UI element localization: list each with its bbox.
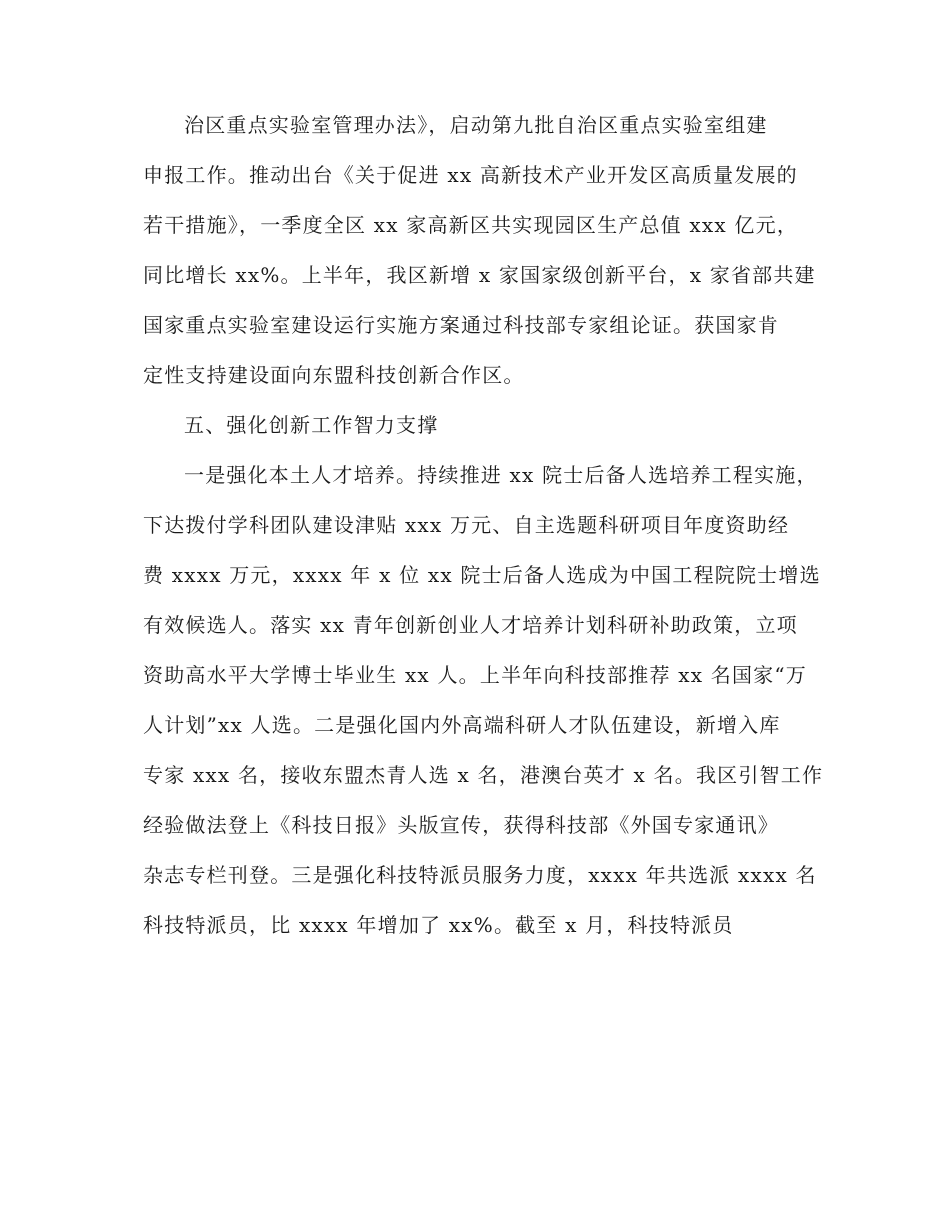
paragraph-line: 人计划”xx 人选。二是强化国内外高端科研人才队伍建设，新增入库 [143,713,781,737]
paragraph-line: 一是强化本土人才培养。持续推进 xx 院士后备人选培养工程实施， [184,463,818,487]
paragraph-line: 资助高水平大学博士毕业生 xx 人。上半年向科技部推荐 xx 名国家“万 [143,663,807,687]
paragraph-line: 杂志专栏刊登。三是强化科技特派员服务力度，xxxx 年共选派 xxxx 名 [143,863,817,887]
paragraph-line: 有效候选人。落实 xx 青年创新创业人才培养计划科研补助政策，立项 [143,613,798,637]
paragraph-line: 费 xxxx 万元，xxxx 年 x 位 xx 院士后备人选成为中国工程院院士增选 [143,563,821,587]
paragraph-line: 经验做法登上《科技日报》头版宣传，获得科技部《外国专家通讯》 [143,813,779,837]
paragraph-line: 专家 xxx 名，接收东盟杰青人选 x 名，港澳台英才 x 名。我区引智工作 [143,763,824,787]
section-heading: 五、强化创新工作智力支撑 [184,413,439,437]
paragraph-line: 若干措施》，一季度全区 xx 家高新区共实现园区生产总值 xxx 亿元， [143,213,799,237]
paragraph-line: 定性支持建设面向东盟科技创新合作区。 [143,363,525,387]
paragraph-line: 科技特派员，比 xxxx 年增加了 xx%。截至 x 月，科技特派员 [143,913,734,937]
paragraph-line: 申报工作。推动出台《关于促进 xx 高新技术产业开发区高质量发展的 [143,163,798,187]
paragraph-line: 同比增长 xx%。上半年，我区新增 x 家国家级创新平台，x 家省部共建 [143,263,816,287]
paragraph-line: 治区重点实验室管理办法》，启动第九批自治区重点实验室组建 [184,113,768,137]
paragraph-line: 下达拨付学科团队建设津贴 xxx 万元、自主选题科研项目年度资助经 [143,513,790,537]
paragraph-line: 国家重点实验室建设运行实施方案通过科技部专家组论证。获国家肯 [143,313,779,337]
